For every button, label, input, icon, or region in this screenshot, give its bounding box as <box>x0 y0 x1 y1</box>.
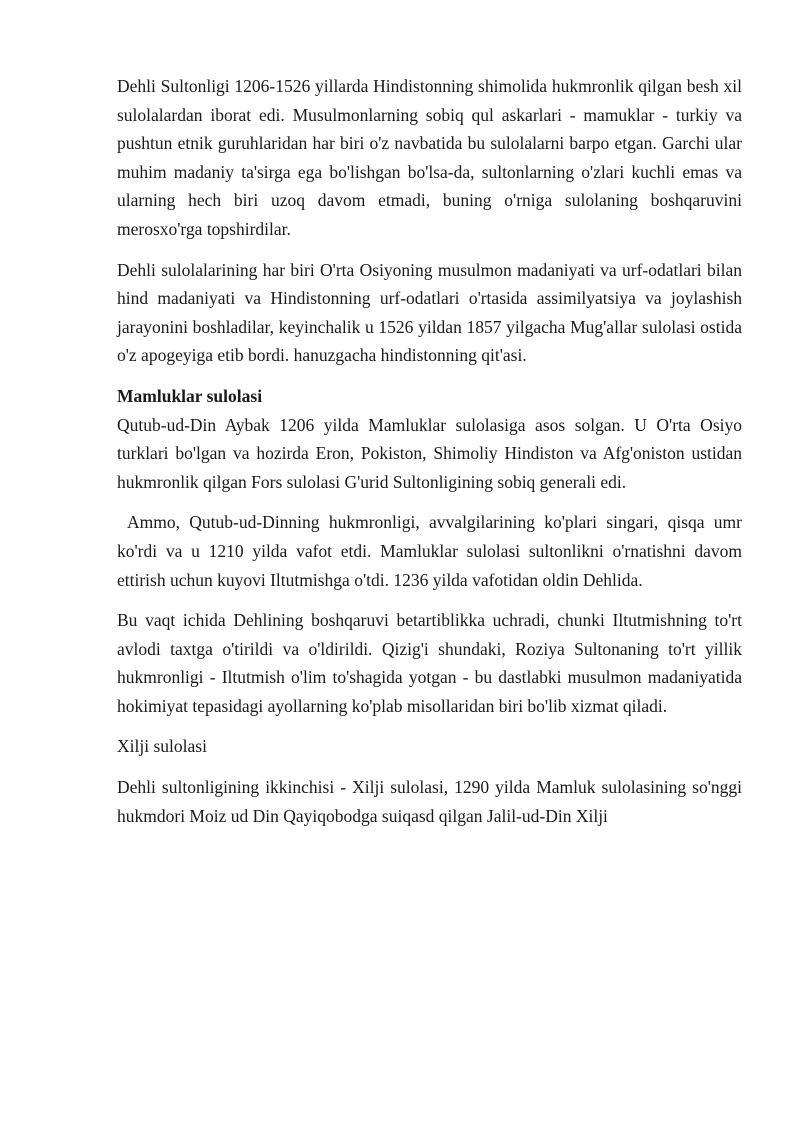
document-page <box>117 72 742 842</box>
paragraph-qutub-ud-din: Qutub-ud-Din Aybak 1206 yilda Mamluklar sulolasiga asos solgan. U O'rta Osiyo turklari bo'lgan va hozirda Eron, Pokiston, Shimoliy Hindiston va Afg'oniston ustidan hukmronlik qilgan Fors sulolasi G'urid Sultonligining sobiq generali edi. <box>117 414 742 492</box>
heading-mamluk-dynasty: Mamluklar sulolasi <box>117 385 263 406</box>
paragraph-assimilation: Dehli sulolalarining har biri O'rta Osiyoning musulmon madaniyati va urf-odatlari bilan hind madaniyati va Hindistonning urf-odatlari o'rtasida assimilyatsiya va joylashish jarayonini boshladilar, keyinchalik u 1526 yildan 1857 yilgacha Mug'allar sulolasi ostida o'z apogeyiga etib bordi. hanuzgacha hindistonning qit'asi. <box>117 259 742 366</box>
paragraph-roziya-sultona: Bu vaqt ichida Dehlining boshqaruvi betartiblikka uchradi, chunki Iltutmishning to'rt avlodi taxtga o'tirildi va o'ldirildi. Qizig'i shundaki, Roziya Sultonaning to'rt yillik hukmronligi - Iltutmish o'lim to'shagida yotgan - bu dastlabki musulmon madaniyatida hokimiyat tepasidagi ayollarning ko'plab misollaridan biri bo'lib xizmat qiladi. <box>117 610 742 716</box>
heading-khilji-dynasty: Xilji sulolasi <box>117 736 207 757</box>
paragraph-khilji-intro: Dehli sultonligining ikkinchisi - Xilji sulolasi, 1290 yilda Mamluk sulolasining so'nggi hukmdori Moiz ud Din Qayiqobodga suiqasd qilgan Jalil-ud-Din Xilji <box>117 777 742 826</box>
paragraph-iltutmish: Ammo, Qutub-ud-Dinning hukmronligi, avvalgilarining ko'plari singari, qisqa umr ko'rdi va u 1210 yilda vafot etdi. Mamluklar sulolasi sultonlikni o'rnatishni davom ettirish uchun kuyovi Iltutmishga o'tdi. 1236 yilda vafotidan oldin Dehlida. <box>117 512 742 590</box>
paragraph-delhi-sultanate-intro: Dehli Sultonligi 1206-1526 yillarda Hindistonning shimolida hukmronlik qilgan besh xil sulolalardan iborat edi. Musulmonlarning sobiq qul askarlari - mamuklar - turkiy va pushtun etnik guruhlaridan har biri o'z navbatida bu sulolalarni barpo etgan. Garchi ular muhim madaniy ta'sirga ega bo'lishgan bo'lsa-da, sultonlarning o'zlari kuchli emas va ularning hech biri uzoq davom etmadi, buning o'rniga sulolaning boshqaruvini merosxo'rga topshirdilar. <box>117 76 742 239</box>
